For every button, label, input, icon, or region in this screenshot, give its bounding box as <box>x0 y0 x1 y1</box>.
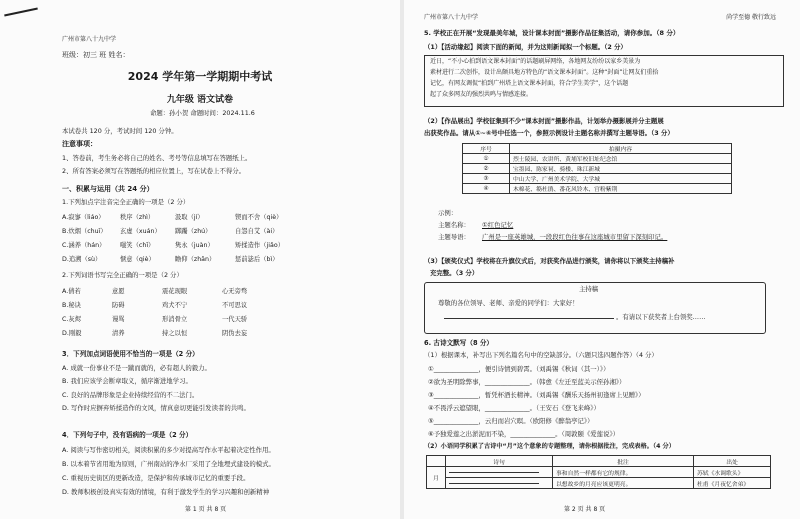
school-header: 广州市第八十九中学 <box>62 36 117 43</box>
q2-option-cell: A.倩若 <box>62 288 81 295</box>
table-cell: ④ <box>463 184 510 194</box>
photo-table-header <box>463 144 732 154</box>
example-label: 示例： <box>438 209 458 217</box>
question-4: 4．下列句子中，没有语病的一项是（2 分） <box>62 431 193 439</box>
question-1: 1.下列加点字注音完全正确的一项是（2 分） <box>62 198 190 206</box>
q3-option-b: B. 我们应该学会断章取义，循序渐进地学习。 <box>62 377 192 385</box>
poem-line-5: ⑤______________，云归而岩穴暝。（欧阳修《醉翁亭记》） <box>428 417 594 425</box>
table-cell: 以想故乡的月亮应该更明亮。 <box>553 478 694 489</box>
q1-option-cell: C.涵养（hán） <box>62 242 106 249</box>
q2-option-cell: 防碍 <box>112 302 125 309</box>
q1-option-cell: 玄虚（xuán） <box>120 228 161 235</box>
host-line-1: 尊敬的各位领导、老师、亲爱的同学们：大家好！ <box>438 299 579 307</box>
table-row <box>463 174 732 184</box>
table-header-cell: 批注 <box>553 456 694 467</box>
school-motto: 尚学至德 敬行致远 <box>726 14 776 21</box>
q2-option-cell: 持之以恒 <box>162 330 188 337</box>
q3-option-c: C. 良好的品牌形象是企业持续经营的不二法门。 <box>62 391 199 399</box>
question-5: 5. 学校正在开展“发现最美年城，设计课本封面”摄影作品征集活动，请你参加。（8 分） <box>424 29 680 37</box>
q1-option-cell: 惩前毖后（bì） <box>235 256 279 263</box>
moon-table <box>426 455 771 489</box>
table-cell: 宝墨园、陈家祠、骑楼、珠江新城 <box>510 164 732 174</box>
poem-line-3: ③______________，暂凭杯酒长精神。（刘禹锡《酬乐天扬州初逢席上见赠》） <box>428 391 645 399</box>
answer-blank[interactable] <box>444 318 614 319</box>
table-header-cell: 序号 <box>463 144 510 154</box>
q2-option-cell: 心无旁骛 <box>222 288 248 295</box>
answer-blank[interactable] <box>449 472 539 473</box>
news-line-3: 记忆，有网友调侃“拍到广州塔上语文课本封面，符合学生美学”，这个话题 <box>430 80 629 87</box>
table-cell: ② <box>463 164 510 174</box>
q4-option-d: D. 教师积极创设真实有效的情境，有利于激发学生的学习兴趣和创新精神 <box>62 488 270 496</box>
q3-option-d: D. 写作时应摒弃矫揉造作的文风，情真意切更能引发读者的共鸣。 <box>62 404 250 412</box>
q2-option-cell: B.秘诀 <box>62 302 81 309</box>
answer-blank[interactable] <box>449 483 539 484</box>
q2-option-cell: 清养 <box>112 330 125 337</box>
host-script-title: 主持稿 <box>579 285 599 293</box>
q2-option-cell: 谩骂 <box>112 316 125 323</box>
moon-key-cell: 月 <box>427 467 446 489</box>
table-row <box>427 467 771 478</box>
question-6-1: （1）根据课本，补写出下列名篇名句中的空缺部分。（六题只选四题作答）（4 分） <box>424 351 658 359</box>
news-line-2: 素材进行二次创作，设计出颇具地方特色的“语文课本封面”。这种“封面”让网友们重拾 <box>430 69 659 76</box>
table-row <box>427 478 771 489</box>
q1-option-cell: 踯躅（zhú） <box>175 228 212 235</box>
example-name-label: 主题名称： <box>438 221 470 229</box>
q2-option-cell: 不可思议 <box>222 302 248 309</box>
school-header-2: 广州市第八十九中学 <box>424 14 479 21</box>
news-line-4: 起了众多网友的强烈共鸣与情感连接。 <box>430 91 533 98</box>
q4-option-c: C. 重视历史街区的更新改造，是保护和传承城市记忆的重要手段。 <box>62 474 250 482</box>
question-5-1: （1）【活动缘起】阅读下面的新闻，并为这则新闻拟一个标题。（2 分） <box>424 43 627 51</box>
q2-option-cell: 意愿 <box>112 288 125 295</box>
notice-1: 1、答卷前，考生务必将自己的姓名、考号等信息填写在答题纸上。 <box>62 154 252 162</box>
page-2 <box>404 0 800 519</box>
q2-option-cell: 阴伪去妄 <box>222 330 248 337</box>
class-line: 班级：初三 班 姓名： <box>62 51 130 59</box>
pen-mark <box>4 7 38 16</box>
example-intro: 广州是一座英雄城，一段段红色往事在这座城市里留下深刻印记。 <box>482 233 668 241</box>
moon-table-header <box>427 456 771 467</box>
section-1-title: 一、积累与运用（共 24 分） <box>62 185 154 193</box>
q2-option-cell: 一代天骄 <box>222 316 248 323</box>
page-footer-2: 第 2 页 共 8 页 <box>564 506 606 513</box>
example-name: ①红色记忆 <box>482 221 514 229</box>
question-5-2b: 出获奖作品。请从①~④号中任选一个，参照示例设计主题名称并撰写主题导语。（3 分） <box>424 129 674 137</box>
q2-option-cell: 鸡犬不宁 <box>162 302 188 309</box>
q1-option-cell: 秩序（zhì） <box>120 214 155 221</box>
table-header-cell: 拍摄内容 <box>510 144 732 154</box>
q4-option-a: A. 阅读与写作密切相关，阅读积累的多少对提高写作水平起着决定性作用。 <box>62 446 275 454</box>
poem-line-4: ④不畏浮云遮望眼，______________。（王安石《登飞来峰》） <box>428 404 600 412</box>
author-line: 命题：孙小贺 命题时间：2024.11.6 <box>150 109 255 117</box>
q3-option-a: A. 成就一份事业不是一蹴而就的，必有超人的毅力。 <box>62 364 211 372</box>
host-answer-blank[interactable] <box>444 314 614 320</box>
question-6-2: （2）小语同学积累了古诗中“月”这个意象的专题整理，请你根据批注，完成表格。（4 分） <box>424 443 675 450</box>
exam-title: 2024 学年第一学期期中考试 <box>127 70 273 83</box>
exam-subtitle: 九年级 语文试卷 <box>166 95 234 105</box>
moon-answer-cell[interactable] <box>446 467 553 478</box>
poem-line-1: ①______________，便引诗情到碧霄。（刘禹锡《秋词（其一）》） <box>428 365 610 373</box>
poem-line-2: ②欲为圣明除弊事，______________。（韩愈《左迁至蓝关示侄孙湘》） <box>428 378 626 386</box>
q2-option-cell: 震花现眼 <box>162 288 188 295</box>
q1-option-cell: 惬意（qiè） <box>120 256 155 263</box>
page-footer-1: 第 1 页 共 8 页 <box>185 506 227 513</box>
q1-option-cell: 汲取（jí） <box>175 214 204 221</box>
table-header-cell: 出处 <box>694 456 771 467</box>
table-row <box>463 184 732 194</box>
table-cell: ① <box>463 154 510 164</box>
q2-option-cell: 形消骨立 <box>162 316 188 323</box>
table-cell: ③ <box>463 174 510 184</box>
question-3: 3．下列加点词语使用不恰当的一项是（2 分） <box>62 350 199 358</box>
host-line-2: 。有请以下获奖者上台领奖…… <box>616 313 706 321</box>
table-cell: 烈士陵园、农讲所、黄埔军校旧址纪念馆 <box>510 154 732 164</box>
q1-option-cell: 自怨自艾（ài） <box>235 228 279 235</box>
notice-2: 2、所有答案必须写在答题纸的相应位置上，写在试卷上不得分。 <box>62 167 246 175</box>
q2-option-cell: D.刚毅 <box>62 330 82 337</box>
table-cell: 苏轼《水调歌头》 <box>694 467 771 478</box>
notice-heading: 注意事项： <box>62 140 97 148</box>
example-intro-label: 主题导语： <box>438 233 470 241</box>
question-6: 6. 古诗文默写（8 分） <box>424 339 494 347</box>
q1-option-cell: 嗤笑（chī） <box>120 242 155 249</box>
table-cell: 中山大学、广州美术学院、大学城 <box>510 174 732 184</box>
table-cell: 杜甫《月夜忆舍弟》 <box>694 478 771 489</box>
q1-option-cell: D.追溯（sù） <box>62 256 102 263</box>
table-cell: 事和自然一样都有它的规律。 <box>553 467 694 478</box>
q2-option-cell: C.灰烬 <box>62 316 81 323</box>
photo-table <box>462 143 732 194</box>
moon-answer-cell[interactable] <box>446 478 553 489</box>
intro-text: 本试卷共 120 分，考试时间 120 分钟。 <box>62 127 178 135</box>
question-2: 2.下列词语书写完全正确的一项是（2 分） <box>62 271 183 279</box>
table-cell: 木棉花、簕杜鹃、番花风铃木、宫粉紫荆 <box>510 184 732 194</box>
q1-option-cell: 瞻仰（zhān） <box>175 256 216 263</box>
q1-option-cell: 锲而不舍（qiè） <box>235 214 283 221</box>
table-header-cell: 诗句 <box>446 456 553 467</box>
table-row <box>463 164 732 174</box>
q4-option-b: B. 以本着节省用地为原则，广州南站的净水厂采用了全地埋式建设的模式。 <box>62 460 275 468</box>
q1-option-cell: A.寂寥（liáo） <box>62 214 105 221</box>
q1-option-cell: 矫揉造作（jiǎo） <box>235 242 284 249</box>
question-5-3b: 充完整。（3 分） <box>430 269 479 277</box>
q1-option-cell: B.炊烟（chuī） <box>62 228 107 235</box>
q1-option-cell: 隽永（juàn） <box>175 242 214 249</box>
news-line-1: 近日，“不小心拍到语文课本封面”的话题刷屏网络，各地网友纷纷以家乡美景为 <box>430 58 641 65</box>
poem-line-6: ⑥予独爱莲之出淤泥而不染，______________。（周敦颐《爱莲说》） <box>428 430 620 438</box>
table-row <box>463 154 732 164</box>
question-5-3: （3）【颁奖仪式】学校将在升旗仪式后，对获奖作品进行颁奖，请你将以下颁奖主持稿补 <box>424 257 675 265</box>
question-5-2: （2）【作品展出】学校征集到不少“课本封面”摄影作品，计划举办摄影展并分主题展 <box>424 117 664 125</box>
